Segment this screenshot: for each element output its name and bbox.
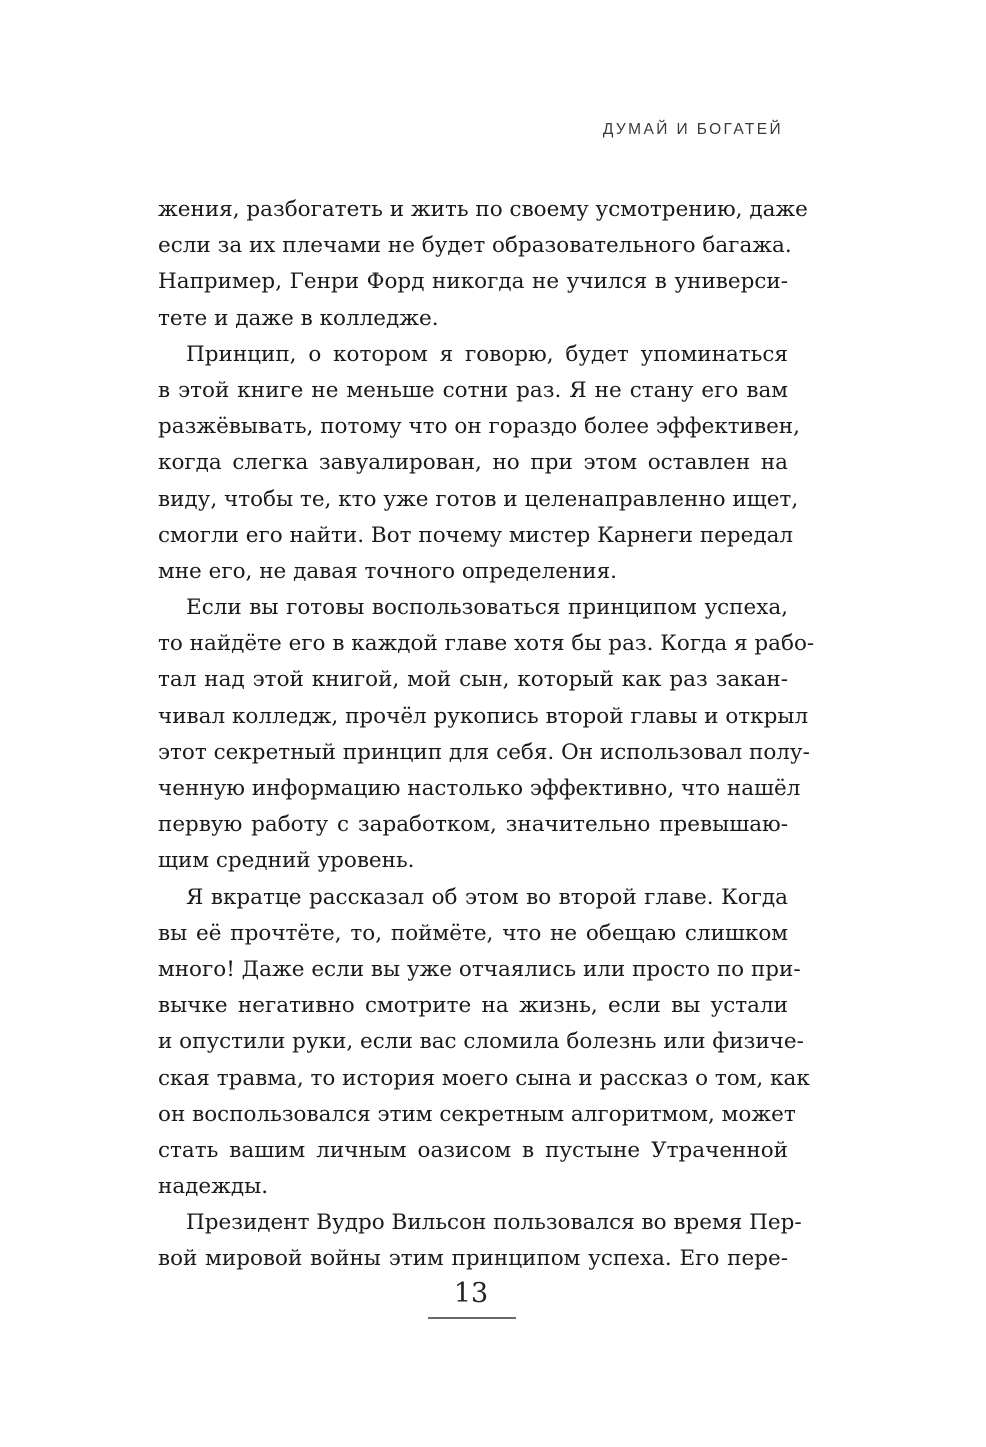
text-line: Если вы готовы воспользоваться принципом успеха, [186, 595, 788, 621]
page-number: 13 [453, 1278, 489, 1309]
text-line: вы её прочтёте, то, поймёте, что не обещаю слишком [158, 920, 788, 946]
text-line: чивал колледж, прочёл рукопись второй главы и открыл [158, 703, 809, 729]
page-number-rule [428, 1317, 516, 1319]
text-line: много! Даже если вы уже отчаялись или просто по при- [158, 956, 801, 982]
text-line: смогли его найти. Вот почему мистер Карнеги передал [158, 522, 794, 548]
text-line: надежды. [158, 1174, 269, 1200]
text-line: то найдёте его в каждой главе хотя бы раз. Когда я рабо- [158, 631, 815, 657]
text-line: ская травма, то история моего сына и рассказ о том, как [158, 1065, 810, 1091]
text-line: Принцип, о котором я говорю, будет упоминаться [186, 341, 788, 367]
text-line: Например, Генри Форд никогда не учился в универси- [158, 269, 788, 295]
running-head-title: ДУМАЙ И БОГАТЕЙ [602, 121, 783, 138]
text-line: виду, чтобы те, кто уже готов и целенаправленно ищет, [158, 486, 799, 512]
text-line: щим средний уровень. [158, 848, 415, 874]
text-line: Президент Вудро Вильсон пользовался во время Пер- [186, 1210, 802, 1236]
text-line: первую работу с заработком, значительно превышаю- [158, 812, 788, 838]
text-line: в этой книге не меньше сотни раз. Я не стану его вам [158, 377, 788, 403]
text-line: Я вкратце рассказал об этом во второй главе. Когда [186, 884, 788, 910]
text-line: и опустили руки, если вас сломила болезнь или физиче- [158, 1029, 804, 1055]
text-line: разжёвывать, потому что он гораздо более эффективен, [158, 414, 800, 440]
text-line: тете и даже в колледже. [158, 305, 439, 331]
body-text [158, 192, 815, 1278]
text-line: когда слегка завуалирован, но при этом оставлен на [158, 450, 788, 476]
text-line: тал над этой книгой, мой сын, который как раз закан- [158, 667, 788, 693]
text-line: мне его, не давая точного определения. [158, 558, 618, 584]
text-line: если за их плечами не будет образовательного багажа. [158, 233, 792, 259]
text-line: ченную информацию настолько эффективно, что нашёл [158, 776, 801, 801]
text-line: он воспользовался этим секретным алгоритмом, может [158, 1101, 796, 1127]
text-line: этот секретный принцип для себя. Он использовал полу- [158, 739, 810, 765]
text-line: вой мировой войны этим принципом успеха. Его пере- [158, 1246, 788, 1272]
text-line: стать вашим личным оазисом в пустыне Утраченной [158, 1137, 788, 1163]
text-line: вычке негативно смотрите на жизнь, если вы устали [158, 993, 788, 1019]
text-line: жения, разбогатеть и жить по своему усмотрению, даже [158, 197, 808, 222]
